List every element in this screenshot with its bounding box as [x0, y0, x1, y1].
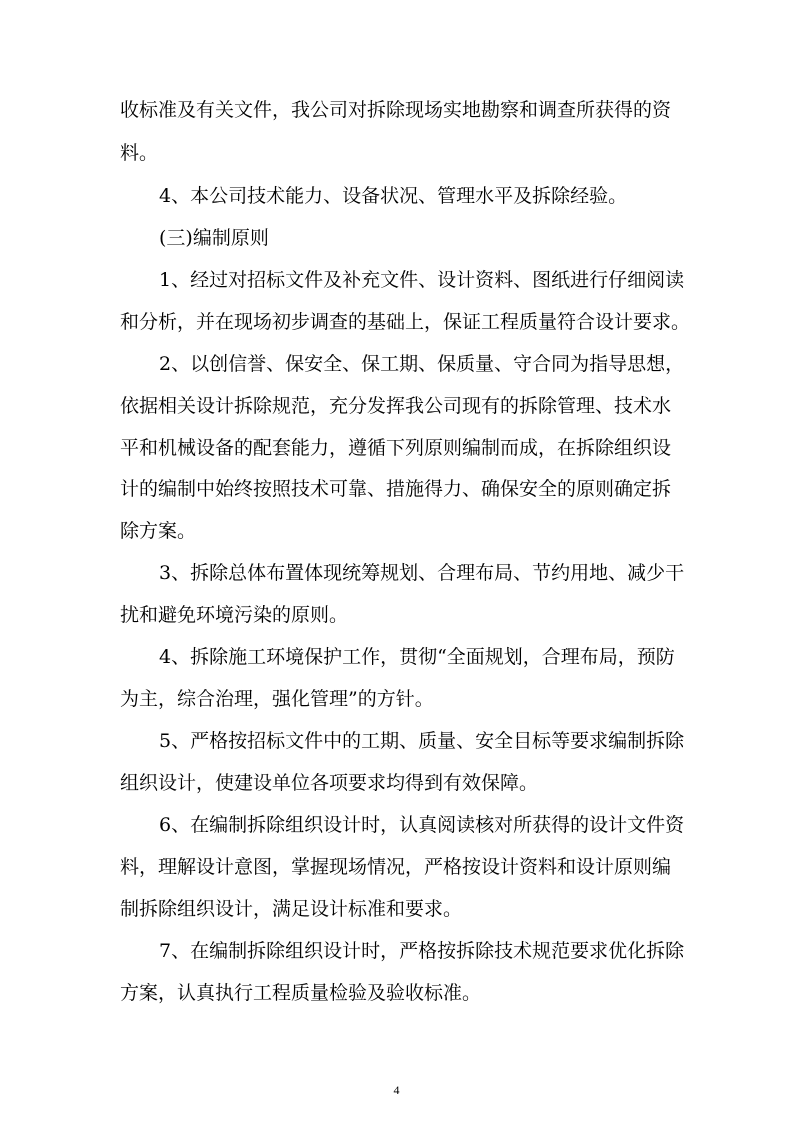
text-line: 5、严格按招标文件中的工期、质量、安全目标等要求编制拆除: [159, 730, 685, 752]
text-line: 料。: [120, 142, 159, 164]
text-line: 3、拆除总体布置体现统筹规划、合理布局、节约用地、减少干: [159, 562, 685, 584]
text-line: 组织设计，使建设单位各项要求均得到有效保障。: [120, 772, 539, 794]
section-heading: (三)编制原则: [159, 227, 269, 249]
text-line: 方案，认真执行工程质量检验及验收标准。: [120, 982, 482, 1004]
text-line: 制拆除组织设计，满足设计标准和要求。: [120, 898, 463, 920]
text-line: 7、在编制拆除组织设计时，严格按拆除技术规范要求优化拆除: [159, 940, 685, 962]
text-line: 依据相关设计拆除规范，充分发挥我公司现有的拆除管理、技术水: [120, 395, 672, 417]
text-line: 6、在编制拆除组织设计时，认真阅读核对所获得的设计文件资: [159, 814, 685, 836]
text-line: 1、经过对招标文件及补充文件、设计资料、图纸进行仔细阅读: [159, 269, 685, 291]
text-line: 计的编制中始终按照技术可靠、措施得力、确保安全的原则确定拆: [120, 478, 672, 500]
text-line: 4、拆除施工环境保护工作，贯彻“全面规划，合理布局，预防: [159, 646, 675, 668]
text-line: 为主，综合治理，强化管理”的方针。: [120, 688, 434, 710]
text-line: 4、本公司技术能力、设备状况、管理水平及拆除经验。: [159, 185, 628, 207]
text-line: 平和机械设备的配套能力，遵循下列原则编制而成，在拆除组织设: [120, 437, 672, 459]
text-line: 除方案。: [120, 520, 197, 542]
text-line: 料，理解设计意图，掌握现场情况，严格按设计资料和设计原则编: [120, 856, 672, 878]
text-line: 收标准及有关文件，我公司对拆除现场实地勘察和调查所获得的资: [120, 99, 672, 121]
text-line: 扰和避免环境污染的原则。: [120, 604, 349, 626]
text-line: 2、以创信誉、保安全、保工期、保质量、守合同为指导思想，: [159, 353, 685, 375]
page-number: 4: [393, 1083, 400, 1097]
text-line: 和分析，并在现场初步调查的基础上，保证工程质量符合设计要求。: [120, 311, 691, 333]
